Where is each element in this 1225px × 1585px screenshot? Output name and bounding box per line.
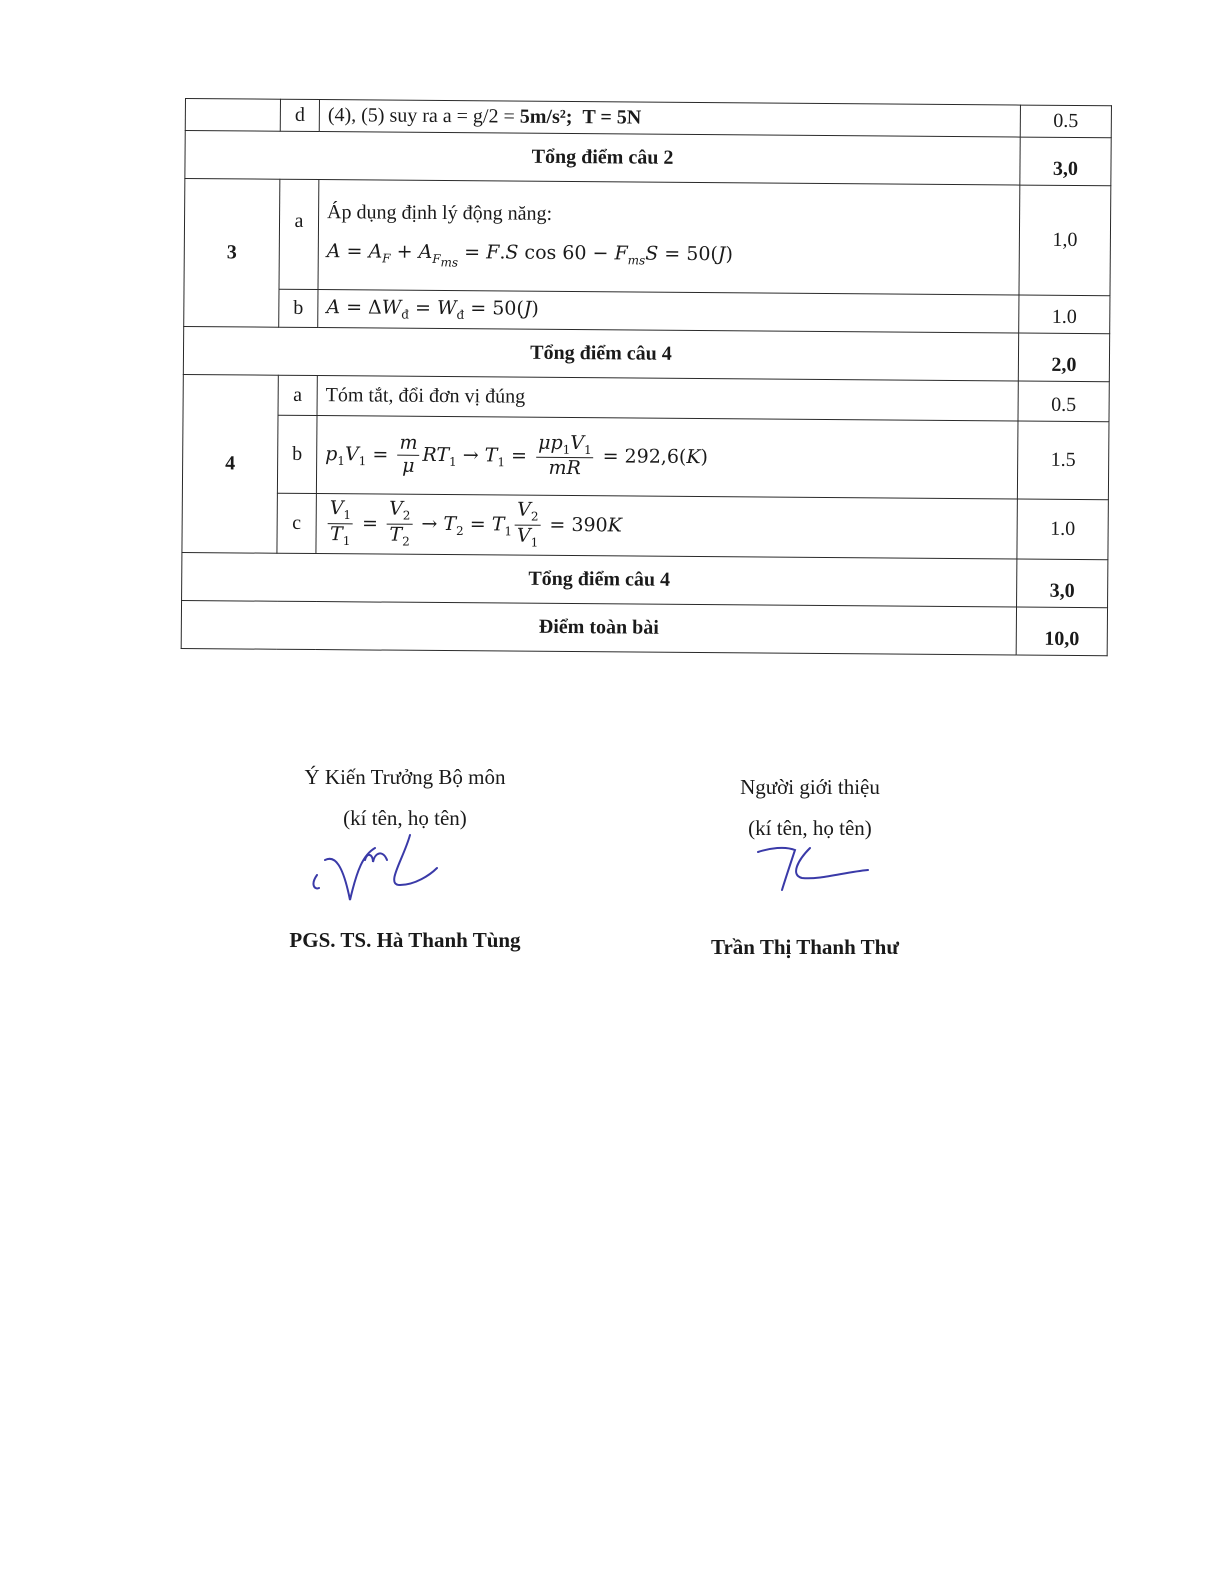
total-row [183, 326, 1109, 381]
part-letter: b [277, 415, 317, 493]
formula: $A = A_F + A_{F_{ms}} = F.S$ $\cos 60 - F_{ms}S = 50(J)$ [326, 240, 734, 270]
final-score: 10,0 [1016, 607, 1107, 656]
signature-title: Người giới thiệu [740, 775, 880, 799]
formula: $\frac{V_1}{T_1}$ = $\frac{V_2}{T_2}$ → $T_2 = T_1$ $\frac{V_2}{V_1}$ = 390K [325, 512, 622, 536]
answer-content [318, 180, 1020, 296]
total-score: 2,0 [1018, 333, 1109, 382]
grading-table [181, 98, 1112, 656]
total-label: Tổng điểm câu 4 [182, 552, 1017, 607]
final-score-label: Điểm toàn bài [181, 600, 1016, 655]
table-row [182, 414, 1109, 499]
total-score: 3,0 [1020, 137, 1111, 186]
total-label: Tổng điểm câu 2 [185, 131, 1020, 186]
score-cell: 1.5 [1017, 421, 1109, 500]
answer-content: Tóm tắt, đổi đơn vị đúng [317, 376, 1018, 422]
signature-right-icon [750, 840, 880, 900]
signature-note: (kí tên, họ tên) [748, 816, 872, 840]
score-cell: 0.5 [1020, 105, 1111, 138]
signer-name-left: PGS. TS. Hà Thanh Tùng [289, 928, 521, 952]
question-number: 4 [182, 374, 278, 553]
answer-content [318, 290, 1019, 334]
answer-acceleration: 5m/s²; [519, 105, 573, 129]
total-row [185, 131, 1111, 186]
table-row [184, 179, 1111, 296]
table-row [182, 492, 1108, 559]
total-label: Tổng điểm câu 4 [183, 326, 1018, 381]
signature-title: Ý Kiến Trưởng Bộ môn [304, 765, 506, 789]
part-letter: b [279, 289, 318, 327]
answer-content [316, 416, 1018, 500]
signature-note: (kí tên, họ tên) [343, 806, 467, 830]
answer-tension: T = 5N [582, 106, 642, 129]
part-letter: d [280, 99, 319, 131]
question-number-cell [185, 99, 280, 132]
score-cell: 0.5 [1018, 381, 1109, 422]
total-row [182, 552, 1108, 607]
question-number: 3 [184, 179, 280, 328]
total-score: 3,0 [1017, 559, 1108, 608]
formula: $A = \Delta W_đ = W_đ = 50(J)$ [326, 296, 539, 323]
score-cell: 1,0 [1019, 185, 1111, 296]
part-letter: a [278, 375, 317, 415]
part-letter: c [277, 493, 316, 553]
answer-content [316, 494, 1017, 560]
answer-intro: Áp dụng định lý động năng: [327, 201, 553, 225]
signer-name-right: Trần Thị Thanh Thư [711, 935, 899, 959]
signature-left-icon [305, 830, 455, 910]
score-cell: 1.0 [1017, 499, 1108, 560]
part-letter: a [279, 179, 319, 289]
score-cell: 1.0 [1019, 295, 1110, 334]
formula: $p_1V_1$ = $\frac{m}{\mu}$ $RT_1 \to T_1$ = $\frac{\mu p_1V_1}{mR}$ = 292,6(K) [325, 431, 709, 480]
final-score-row [181, 600, 1107, 655]
answer-text: (4), (5) suy ra a = g/2 = [327, 104, 520, 128]
